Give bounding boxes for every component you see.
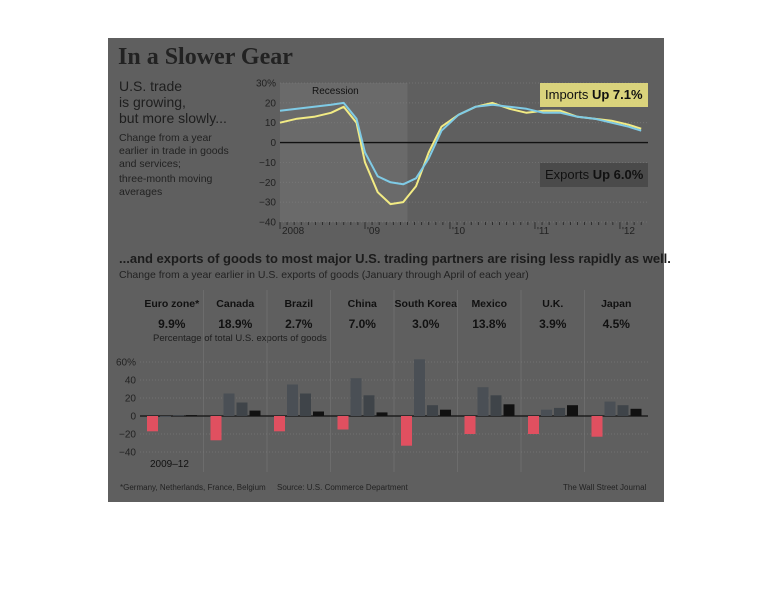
bar-2009: [274, 416, 285, 431]
section-description: Change from a year earlier in U.S. exports of goods (January through April of each year): [119, 269, 529, 281]
description-line-3: and services;: [119, 158, 181, 170]
bar-2010: [605, 402, 616, 416]
y-tick-label: 30%: [255, 78, 276, 90]
country-share: 13.8%: [472, 317, 507, 331]
country-share: 2.7%: [285, 317, 313, 331]
bar-2009: [338, 416, 349, 430]
subtitle-line-3: but more slowly...: [119, 110, 227, 126]
country-share: 7.0%: [348, 317, 376, 331]
y-tick-label: 0: [270, 138, 276, 150]
percentage-note: Percentage of total U.S. exports of goods: [153, 333, 327, 344]
bar-2010: [478, 387, 489, 416]
bar-2011: [427, 405, 438, 416]
country-name: Japan: [601, 298, 632, 310]
x-tick-label: '12: [621, 226, 636, 237]
bar-2009: [147, 416, 158, 431]
bar-2011: [237, 403, 248, 417]
bar-2012: [313, 412, 324, 417]
bar-2010: [160, 416, 171, 417]
bar-2012: [440, 410, 451, 416]
bar-2009: [528, 416, 539, 434]
bar-2010: [224, 394, 235, 417]
bar-2011: [554, 408, 565, 416]
y-tick-label: 20: [264, 98, 276, 110]
period-label: 2009–12: [150, 459, 189, 470]
bar-2010: [351, 378, 362, 416]
bar-2012: [250, 411, 261, 416]
bar-2010: [541, 410, 552, 416]
bar-2012: [186, 415, 197, 416]
bar-2009: [592, 416, 603, 437]
country-name: Mexico: [471, 298, 508, 310]
bar-y-tick-label: 20: [124, 393, 136, 405]
bar-2011: [300, 394, 311, 417]
footnote: *Germany, Netherlands, France, Belgium: [120, 483, 266, 492]
country-name: South Korea: [394, 298, 457, 310]
bar-y-tick-label: 40: [124, 375, 136, 387]
source-note: Source: U.S. Commerce Department: [277, 483, 408, 492]
bar-2011: [364, 395, 375, 416]
publisher-credit: The Wall Street Journal: [563, 483, 647, 492]
imports-callout-prefix: Imports: [545, 87, 592, 102]
subtitle-line-1: U.S. trade: [119, 78, 183, 94]
exports-callout-prefix: Exports: [545, 167, 593, 182]
bar-2012: [631, 409, 642, 416]
country-name: Euro zone*: [144, 298, 200, 310]
x-tick-label: 2008: [282, 226, 305, 237]
bar-2010: [414, 359, 425, 416]
bar-y-tick-label: −40: [119, 447, 136, 459]
bar-2012: [377, 412, 388, 416]
bar-y-tick-label: 0: [130, 411, 136, 423]
bar-2009: [401, 416, 412, 446]
description-line-4: three-month moving: [119, 173, 213, 185]
y-tick-label: −20: [259, 177, 276, 189]
imports-callout-value: Up 7.1%: [591, 87, 643, 102]
bar-y-tick-label: 60%: [115, 357, 136, 369]
exports-callout-value: Up 6.0%: [592, 167, 644, 182]
y-tick-label: −10: [259, 157, 276, 169]
x-tick-label: '10: [451, 226, 466, 237]
country-name: China: [347, 298, 377, 310]
bar-2011: [173, 415, 184, 416]
bar-2011: [491, 395, 502, 416]
bar-2012: [567, 405, 578, 416]
x-tick-label: '11: [536, 226, 550, 237]
bar-2011: [618, 405, 629, 416]
bar-2009: [465, 416, 476, 434]
bar-y-tick-label: −20: [119, 429, 136, 441]
page-title: In a Slower Gear: [118, 44, 293, 70]
y-tick-label: 10: [264, 118, 276, 130]
bar-2009: [211, 416, 222, 440]
x-tick-label: '09: [366, 226, 381, 237]
bar-2010: [287, 385, 298, 417]
country-name: Brazil: [284, 298, 314, 310]
country-name: U.K.: [542, 298, 564, 310]
section-heading: ...and exports of goods to most major U.S. trading partners are rising less rapidly as well.: [119, 251, 671, 266]
country-share: 3.9%: [539, 317, 567, 331]
description-line-1: Change from a year: [119, 132, 212, 144]
bar-2012: [504, 404, 515, 416]
country-share: 9.9%: [158, 317, 186, 331]
country-name: Canada: [216, 298, 255, 310]
country-share: 18.9%: [218, 317, 253, 331]
y-tick-label: −40: [259, 217, 276, 229]
recession-label: Recession: [312, 86, 359, 97]
description-line-5: averages: [119, 186, 163, 198]
country-share: 4.5%: [602, 317, 630, 331]
description-line-2: earlier in trade in goods: [119, 145, 229, 157]
y-tick-label: −30: [259, 197, 276, 209]
country-share: 3.0%: [412, 317, 440, 331]
subtitle-line-2: is growing,: [119, 94, 186, 110]
